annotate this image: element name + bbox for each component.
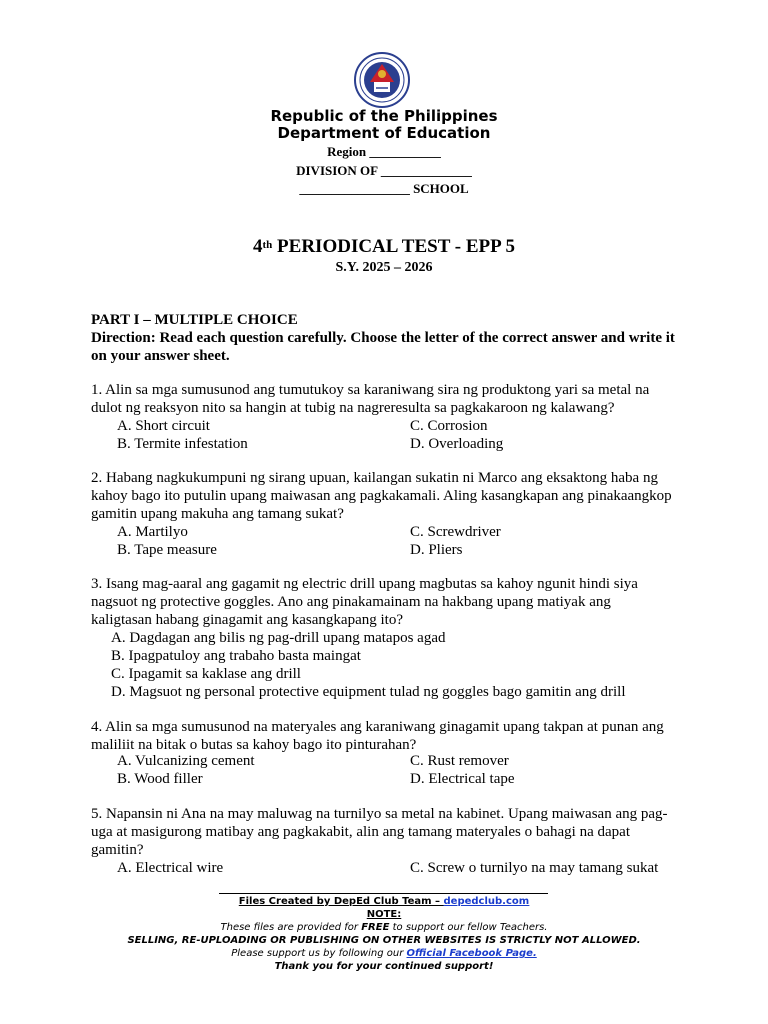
q1-option-c: C. Corrosion: [410, 418, 488, 434]
q3-option-d: D. Magsuot ng personal protective equipment tulad ng goggles bago gamitin ang drill: [111, 684, 626, 700]
part-heading: PART I – MULTIPLE CHOICE: [91, 312, 298, 328]
q3-option-b: B. Ipagpatuloy ang trabaho basta maingat: [111, 648, 361, 664]
footer-line-2: SELLING, RE-UPLOADING OR PUBLISHING ON OTHER WEBSITES IS STRICTLY NOT ALLOWED.: [127, 935, 641, 946]
facebook-page-link[interactable]: Official Facebook Page.: [406, 948, 537, 959]
republic-heading: Republic of the Philippines: [270, 107, 498, 125]
question-5: 5. Napansin ni Ana na may maluwag na turnilyo sa metal na kabinet. Upang maiwasan ang pag-uga at masigurong matibay ang pagkakabit, alin ang tamang materyales o bahagi na dapat gamitin?: [91, 806, 668, 858]
department-heading: Department of Education: [277, 124, 491, 142]
question-3: 3. Isang mag-aaral ang gagamit ng electric drill upang magbutas sa kahoy ngunit hindi siya nagsuot ng protective goggles. Ano ang pinakamainam na hakbang upang matiyak ang kaligtasan habang ginagamit ang kasangkapang ito?: [91, 576, 638, 628]
question-2: 2. Habang nagkukumpuni ng sirang upuan, kailangan sukatin ni Marco ang eksaktong haba ng kahoy bago ito putulin upang maiwasan ang pagkakamali. Aling kasangkapan ang pinakaangkop gamitin upang makuha ang tamang sukat?: [91, 470, 672, 522]
q2-option-a: A. Martilyo: [117, 524, 188, 540]
footer-divider: [219, 893, 548, 894]
division-line: DIVISION OF ______________: [296, 163, 472, 178]
footer-line-4: Thank you for your continued support!: [274, 961, 494, 972]
deped-seal-icon: [354, 52, 410, 108]
q3-option-c: C. Ipagamit sa kaklase ang drill: [111, 666, 301, 682]
depedclub-link[interactable]: depedclub.com: [443, 896, 530, 907]
q4-option-c: C. Rust remover: [410, 753, 509, 769]
q1-option-b: B. Termite infestation: [117, 436, 248, 452]
q5-option-a: A. Electrical wire: [117, 860, 224, 876]
question-4: 4. Alin sa mga sumusunod na materyales ang karaniwang ginagamit upang takpan at punan ang maliliit na bitak o butas sa kahoy bago ito pinturahan?: [91, 719, 664, 753]
q5-option-c: C. Screw o turnilyo na may tamang sukat: [410, 860, 659, 876]
direction-text: Direction: Read each question carefully. Choose the letter of the correct answer and write it on your answer sheet.: [91, 330, 675, 364]
region-line: Region ___________: [327, 144, 441, 159]
school-year: S.Y. 2025 – 2026: [335, 260, 433, 275]
footer-line-3: Please support us by following our Official Facebook Page.: [231, 948, 537, 959]
school-line: _________________ SCHOOL: [299, 181, 469, 196]
q4-option-d: D. Electrical tape: [410, 771, 515, 787]
q4-option-a: A. Vulcanizing cement: [117, 753, 255, 769]
footer-note: NOTE:: [366, 909, 402, 920]
q2-option-c: C. Screwdriver: [410, 524, 501, 540]
q1-option-a: A. Short circuit: [117, 418, 210, 434]
question-1: 1. Alin sa mga sumusunod ang tumutukoy sa karaniwang sira ng produktong yari sa metal na dulot ng reaksyon nito sa hangin at tubig na nagreresulta sa pagkakaroon ng kalawang?: [91, 382, 650, 416]
q4-option-b: B. Wood filler: [117, 771, 203, 787]
q1-option-d: D. Overloading: [410, 436, 504, 452]
footer-line-1: These files are provided for FREE to support our fellow Teachers.: [220, 922, 548, 933]
test-title: 4th PERIODICAL TEST - EPP 5: [253, 236, 515, 257]
q2-option-d: D. Pliers: [410, 542, 463, 558]
q2-option-b: B. Tape measure: [117, 542, 217, 558]
q3-option-a: A. Dagdagan ang bilis ng pag-drill upang matapos agad: [111, 630, 446, 646]
footer-created: Files Created by DepEd Club Team – depedclub.com: [238, 896, 530, 907]
